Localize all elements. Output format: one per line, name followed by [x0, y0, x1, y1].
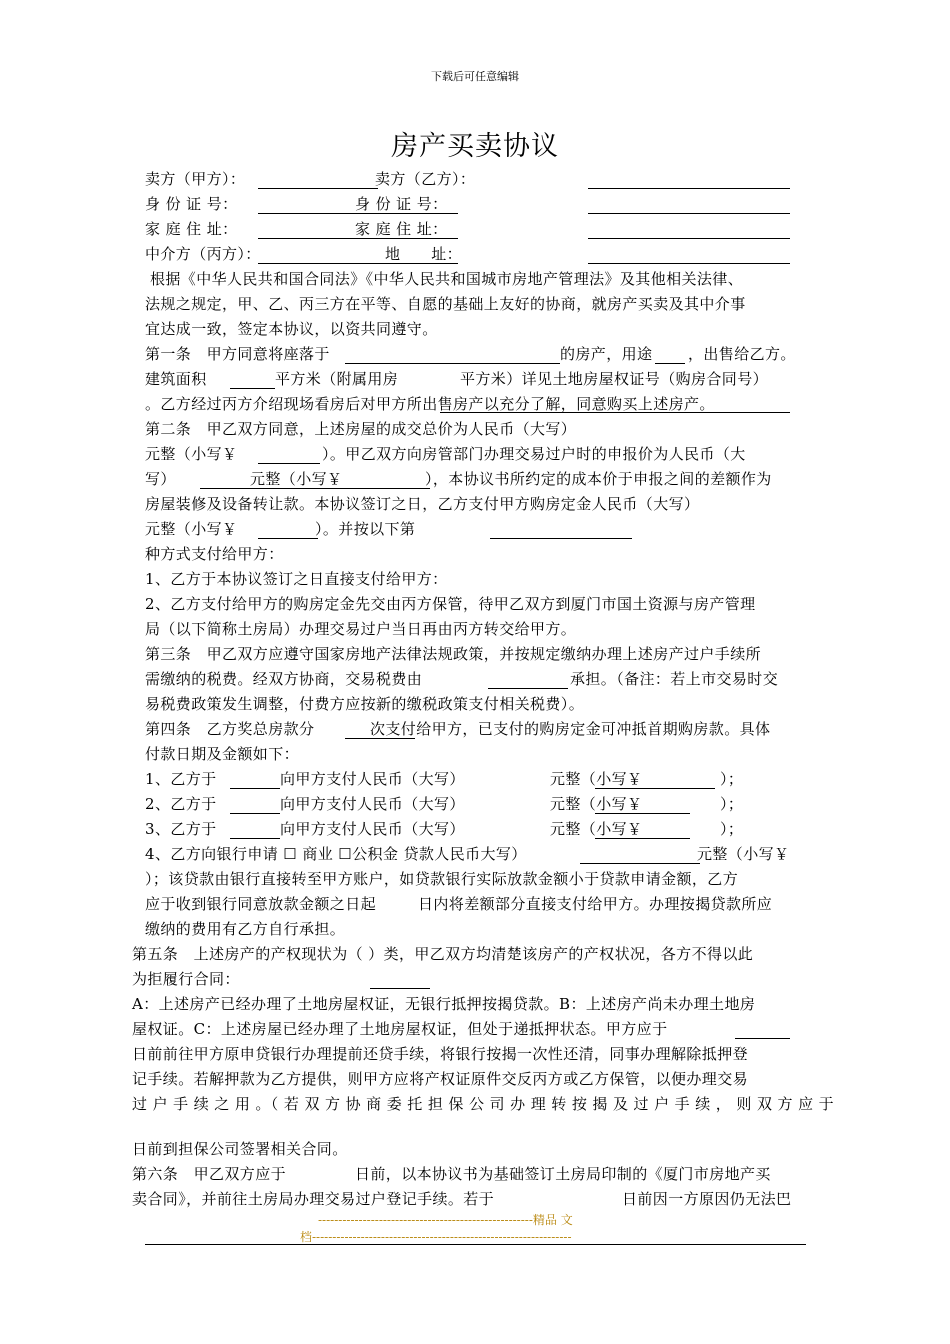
agreement-text-line: ）。甲乙双方向房管部门办理交易过户时的申报价为人民币（大: [322, 445, 746, 463]
agreement-text-line: 家 庭 住 址：: [145, 220, 238, 238]
agreement-text-line: 向甲方支付人民币（大写）: [280, 770, 465, 788]
agreement-text-line: 第六条 甲乙双方应于: [132, 1165, 287, 1183]
blank-line: [588, 263, 790, 264]
agreement-text-line: 宜达成一致，签定本协议，以资共同遵守。: [145, 320, 438, 338]
agreement-text-line: 平方米）详见土地房屋权证号（购房合同号）: [460, 370, 769, 388]
agreement-text-line: 房屋装修及设备转让款。本协议签订之日，乙方支付甲方购房定金人民币（大写）: [145, 495, 700, 513]
agreement-text-line: 次支付给甲方，已支付的购房定金可冲抵首期购房款。具体: [370, 720, 771, 738]
blank-line: [258, 238, 458, 239]
agreement-text-line: 身 份 证 号：: [355, 195, 448, 213]
document-title: 房产买卖协议: [391, 131, 559, 162]
blank-line: [258, 538, 318, 539]
agreement-text-line: 1、乙方于: [145, 770, 217, 788]
agreement-text-line: 1、乙方于本协议签订之日直接支付给甲方：: [145, 570, 448, 588]
agreement-text-line: 元整（小写￥: [550, 795, 643, 813]
agreement-text-line: ）；: [720, 770, 744, 788]
blank-line: [258, 463, 320, 464]
agreement-text-line: 元整（小写￥: [550, 770, 643, 788]
blank-line: [258, 188, 378, 189]
blank-line: [488, 688, 568, 689]
agreement-text-line: 元整（小写￥: [145, 445, 238, 463]
agreement-text-line: 第二条 甲乙双方同意，上述房屋的成交总价为人民币（大写）: [145, 420, 577, 438]
agreement-text-line: 屋权证。C：上述房屋已经办理了土地房屋权证，但处于递抵押状态。甲方应于: [132, 1020, 668, 1038]
agreement-text-line: 元整（小写￥: [145, 520, 238, 538]
blank-line: [230, 388, 275, 389]
blank-line: [230, 838, 280, 839]
agreement-text-line: 建筑面积: [145, 370, 207, 388]
blank-line: [345, 363, 560, 364]
agreement-text-line: 根据《中华人民共和国合同法》《中华人民共和国城市房地产管理法》及其他相关法律、: [150, 270, 744, 288]
blank-line: [588, 188, 790, 189]
agreement-text-line: 需缴纳的税费。经双方协商，交易税费由: [145, 670, 423, 688]
agreement-text-line: 记手续。若解押款为乙方提供，则甲方应将产权证原件交反丙方或乙方保管，以便办理交易: [132, 1070, 749, 1088]
agreement-text-line: 卖方（甲方）：: [145, 170, 246, 188]
agreement-text-line: 付款日期及金额如下：: [145, 745, 300, 763]
blank-line: [370, 988, 430, 989]
footer-note-line-1: -----------------------------------------------------精品 文: [318, 1213, 573, 1227]
agreement-text-line: 应于收到银行同意放款金额之日起: [145, 895, 377, 913]
blank-line: [588, 238, 790, 239]
agreement-text-line: 易税费政策发生调整，付费方应按新的缴税政策支付相关税费）。: [145, 695, 585, 713]
blank-line: [230, 813, 280, 814]
agreement-text-line: 家 庭 住 址：: [355, 220, 448, 238]
blank-line: [440, 412, 790, 413]
agreement-text-line: ），本协议书所约定的成本价于申报之间的差额作为: [425, 470, 772, 488]
agreement-text-line: 缴纳的费用有乙方自行承担。: [145, 920, 346, 938]
agreement-text-line: ）；: [720, 795, 744, 813]
blank-line: [735, 1038, 790, 1039]
agreement-text-line: ）；: [720, 820, 744, 838]
blank-line: [200, 488, 430, 489]
agreement-text-line: 种方式支付给甲方：: [145, 545, 284, 563]
agreement-text-line: 元整（小写￥: [250, 470, 343, 488]
agreement-text-line: 元整（小写￥: [697, 845, 790, 863]
agreement-text-line: 向甲方支付人民币（大写）: [280, 795, 465, 813]
agreement-text-line: 第五条 上述房产的产权现状为（ ）类，甲乙双方均清楚该房产的产权状况，各方不得以此: [132, 945, 754, 963]
agreement-text-line: 2、乙方于: [145, 795, 217, 813]
blank-line: [230, 788, 280, 789]
agreement-text-line: 日前前往甲方原申贷银行办理提前还贷手续，将银行按揭一次性还清，同事办理解除抵押登: [132, 1045, 749, 1063]
agreement-text-line: 的房产，用途: [560, 345, 653, 363]
agreement-text-line: 平方米（附属用房: [275, 370, 399, 388]
agreement-text-line: 第三条 甲乙双方应遵守国家房地产法律法规政策，并按规定缴纳办理上述房产过户手续所: [145, 645, 762, 663]
agreement-text-line: 2、乙方支付给甲方的购房定金先交由丙方保管，待甲乙双方到厦门市国土资源与房产管理: [145, 595, 756, 613]
blank-line: [490, 538, 632, 539]
agreement-text-line: 日内将差额部分直接支付给甲方。办理按揭贷款所应: [418, 895, 773, 913]
agreement-text-line: 3、乙方于: [145, 820, 217, 838]
agreement-text-line: 第四条 乙方奖总房款分: [145, 720, 315, 738]
agreement-text-line: 日前因一方原因仍无法巴: [622, 1190, 792, 1208]
agreement-text-line: 第一条 甲方同意将座落于: [145, 345, 330, 363]
agreement-text-line: 承担。（备注：若上市交易时交: [570, 670, 779, 688]
blank-line: [595, 838, 690, 839]
agreement-text-line: ）。并按以下第: [315, 520, 416, 538]
blank-line: [588, 213, 790, 214]
agreement-text-line: 局（以下简称土房局）办理交易过户当日再由丙方转交给甲方。: [145, 620, 577, 638]
blank-line: [345, 738, 415, 739]
blank-line: [580, 863, 700, 864]
blank-line: [258, 213, 458, 214]
agreement-text-line: 身 份 证 号：: [145, 195, 238, 213]
agreement-text-line: 卖合同》，并前往土房局办理交易过户登记手续。若于: [132, 1190, 495, 1208]
agreement-text-line: 地 址：: [385, 245, 463, 263]
agreement-text-line: 日前，以本协议书为基础签订土房局印制的《厦门市房地产买: [355, 1165, 771, 1183]
agreement-text-line: 向甲方支付人民币（大写）: [280, 820, 465, 838]
blank-line: [595, 813, 690, 814]
footer-note-line-2: 档----------------------------------------------------------------: [300, 1230, 572, 1244]
agreement-text-line: 过 户 手 续 之 用 。（ 若 双 方 协 商 委 托 担 保 公 司 办 理 转 按 揭 及 过 户 手 续 ， 则 双 方 应 于: [132, 1095, 835, 1113]
blank-line: [258, 263, 458, 264]
agreement-text-line: ，出售给乙方。: [688, 345, 796, 363]
footer-rule: [145, 1244, 806, 1245]
agreement-text-line: 卖方（乙方）：: [375, 170, 476, 188]
agreement-text-line: A：上述房产已经办理了土地房屋权证，无银行抵押按揭贷款。B：上述房产尚未办理土地房: [132, 995, 756, 1013]
agreement-text-line: 元整（小写￥: [550, 820, 643, 838]
header-note: 下载后可任意编辑: [431, 70, 519, 83]
blank-line: [595, 788, 715, 789]
agreement-text-line: 4、乙方向银行申请 ☐ 商业 ☐公积金 贷款人民币大写）: [145, 845, 527, 863]
agreement-text-line: 法规之规定，甲、乙、丙三方在平等、自愿的基础上友好的协商，就房产买卖及其中介事: [145, 295, 746, 313]
blank-line: [655, 363, 685, 364]
agreement-text-line: 中介方（丙方）：: [145, 245, 261, 263]
agreement-text-line: 日前到担保公司签署相关合同。: [132, 1140, 348, 1158]
agreement-text-line: 写）: [145, 470, 176, 488]
agreement-text-line: 为拒履行合同：: [132, 970, 240, 988]
agreement-text-line: 。乙方经过丙方介绍现场看房后对甲方所出售房产以充分了解，同意购买上述房产。: [145, 395, 715, 413]
agreement-text-line: ）；该贷款由银行直接转至甲方账户，如贷款银行实际放款金额小于贷款申请金额，乙方: [145, 870, 739, 888]
